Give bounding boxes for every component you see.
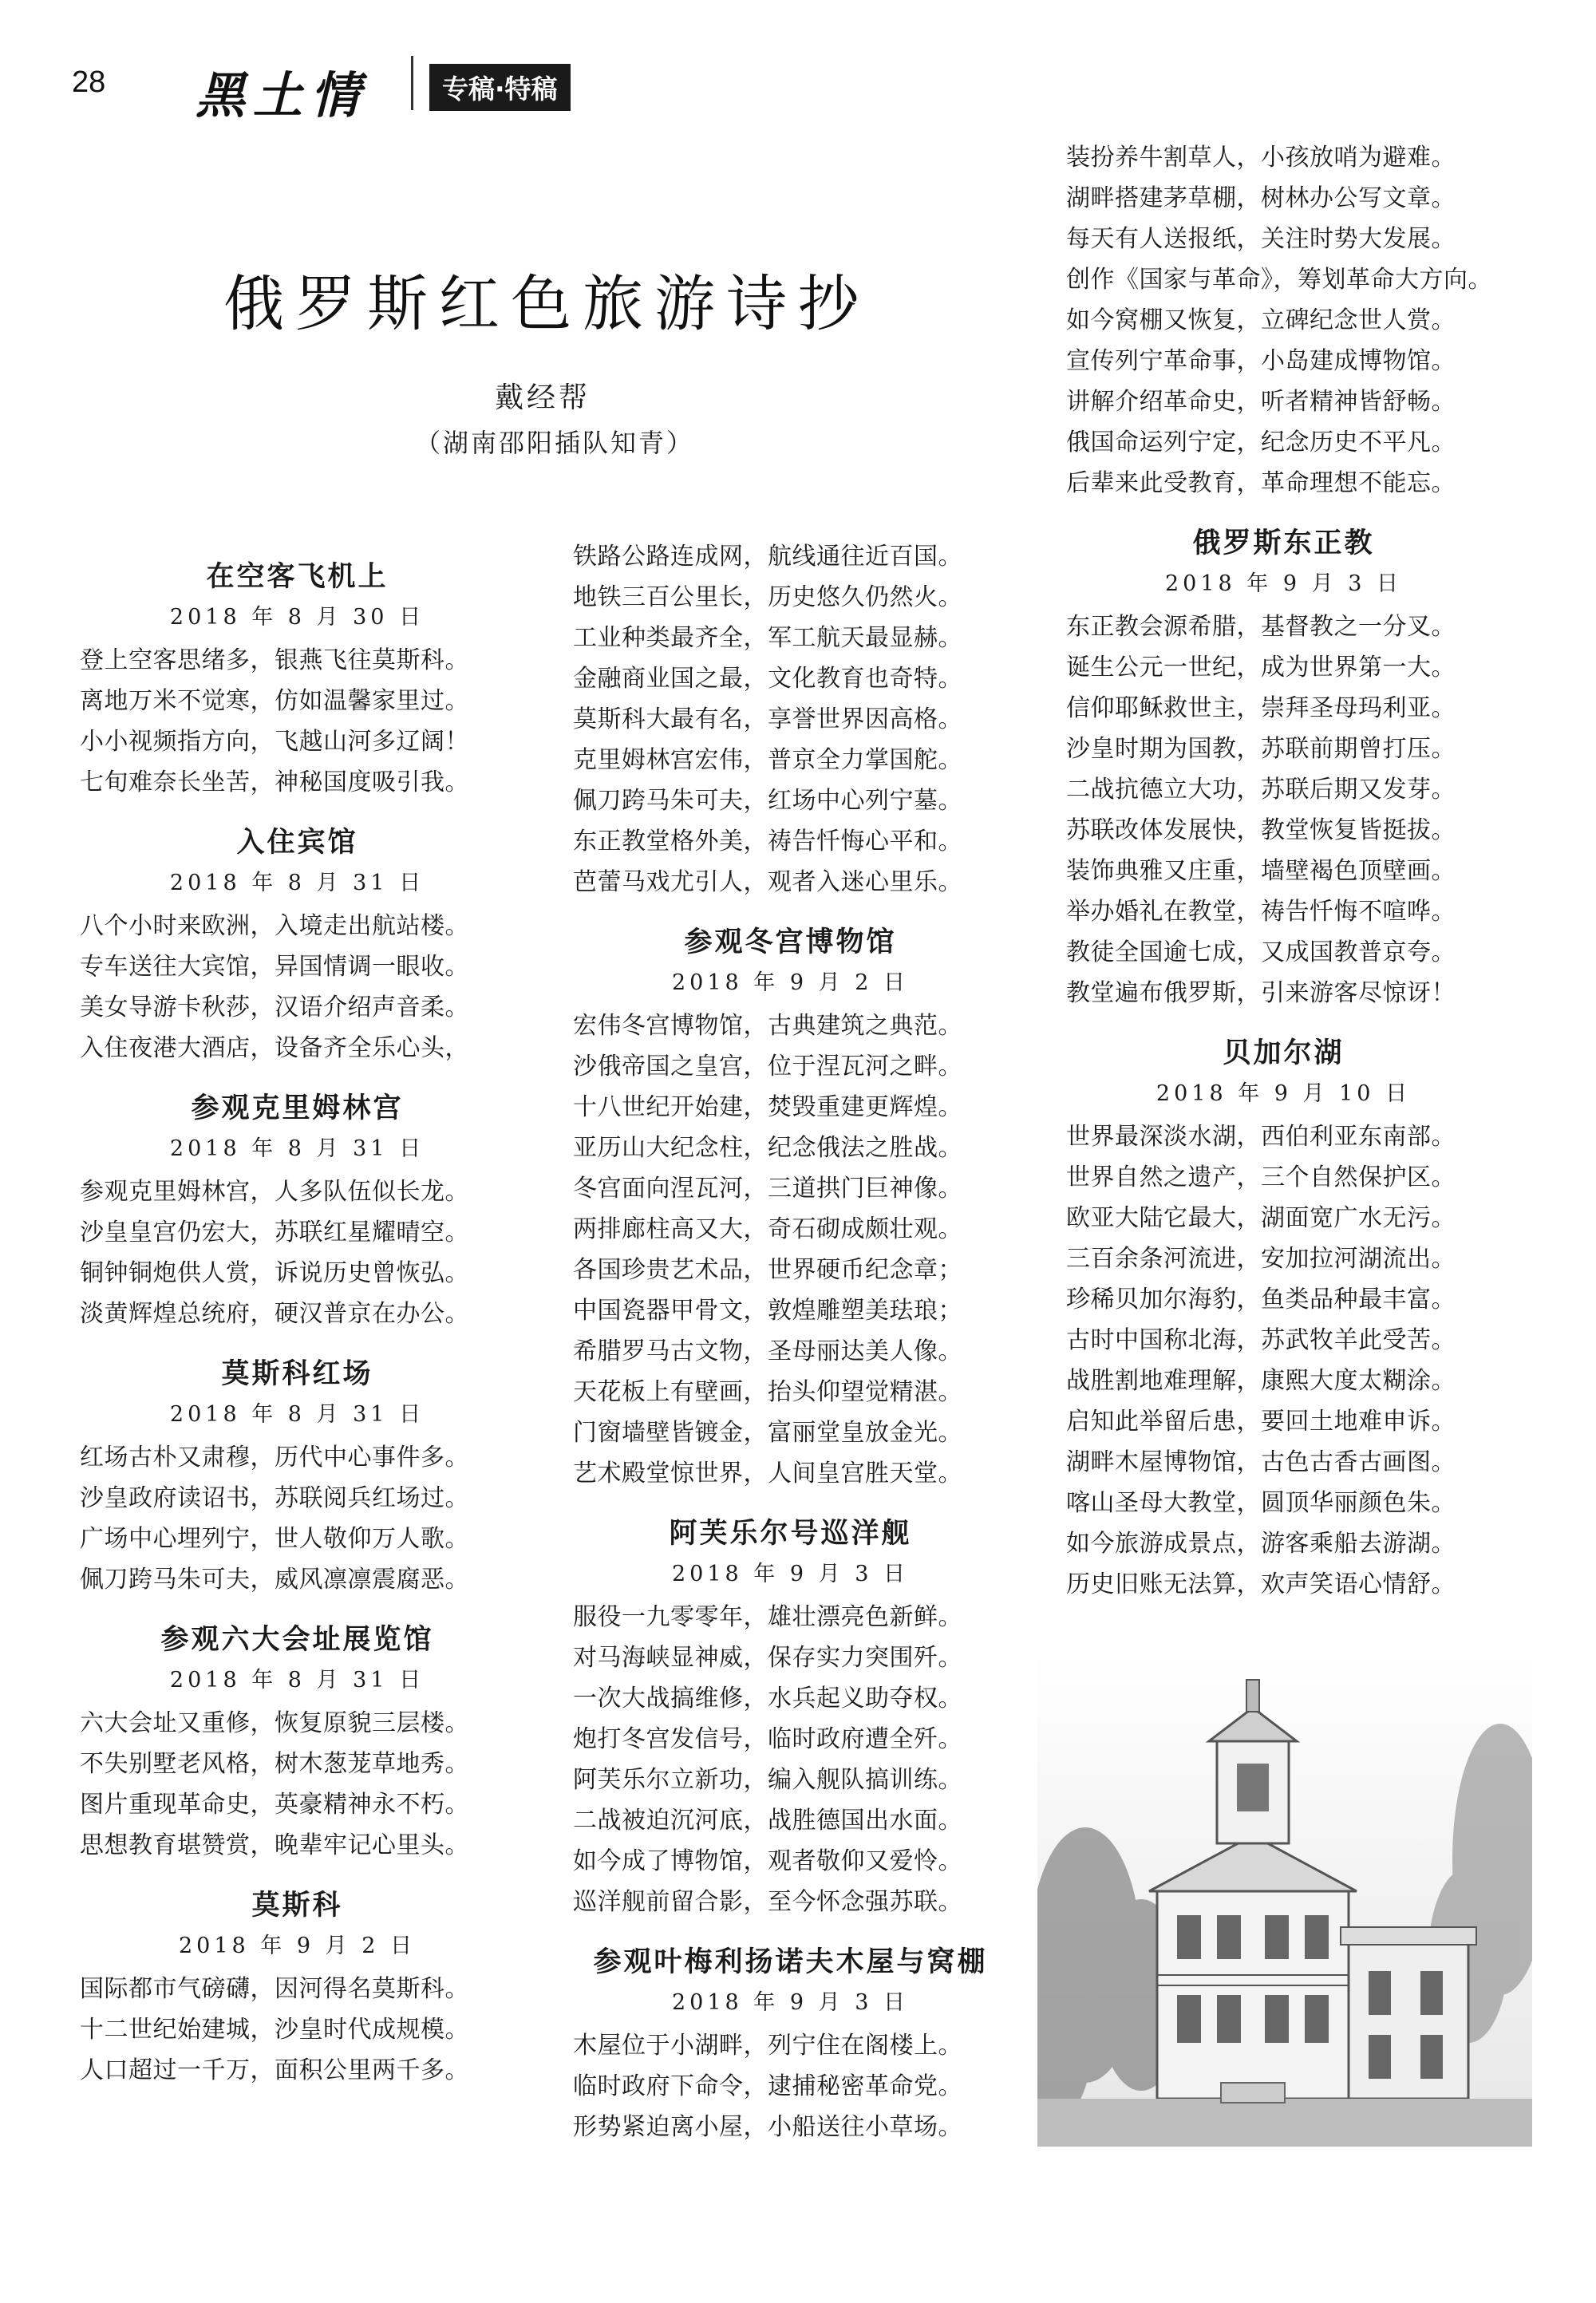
poem-line: 装饰典雅又庄重，墙壁褐色顶壁画。 [1066, 857, 1456, 885]
poem-line: 诞生公元一世纪，成为世界第一大。 [1066, 654, 1456, 681]
poem-line: 教堂遍布俄罗斯，引来游客尽惊讶！ [1066, 979, 1456, 1007]
poem [80, 1883, 515, 2091]
poem-line: 世界最深淡水湖，西伯利亚东南部。 [1066, 1123, 1456, 1151]
poem-line: 历史旧账无法算，欢声笑语心情舒。 [1066, 1570, 1456, 1598]
poem-line: 地铁三百公里长，历史悠久仍然火。 [573, 583, 962, 611]
poem-line: 苏联改体发展快，教堂恢复皆挺拔。 [1066, 816, 1456, 844]
poem-date: 2018 年 9 月 3 日 [1165, 571, 1402, 596]
poem-date: 2018 年 8 月 31 日 [169, 1402, 425, 1427]
poem-line: 世界自然之遗产，三个自然保护区。 [1066, 1163, 1456, 1191]
right-continuation [1066, 137, 1501, 504]
poem-line: 巡洋舰前留合影，至今怀念强苏联。 [573, 1888, 962, 1916]
poem-line: 国际都市气磅礴，因河得名莫斯科。 [80, 1975, 469, 2003]
poem-line: 天花板上有壁画，抬头仰望觉精湛。 [573, 1378, 962, 1406]
poem-line: 铁路公路连成网，航线通往近百国。 [573, 543, 962, 571]
poem-date: 2018 年 8 月 31 日 [169, 1668, 425, 1693]
poem-title: 在空客飞机上 [206, 561, 389, 593]
poem-date: 2018 年 8 月 31 日 [169, 871, 425, 895]
poem-line: 欧亚大陆它最大，湖面宽广水无污。 [1066, 1204, 1456, 1232]
poem-line: 二战被迫沉河底，战胜德国出水面。 [573, 1807, 962, 1835]
poem-date: 2018 年 8 月 31 日 [169, 1136, 425, 1161]
poem-date: 2018 年 9 月 2 日 [179, 1934, 416, 1958]
poem [573, 1940, 1008, 2147]
article-title: 俄罗斯红色旅游诗抄 [223, 268, 870, 339]
poem-date: 2018 年 9 月 2 日 [672, 970, 909, 995]
poem-line: 讲解介绍革命史，听者精神皆舒畅。 [1066, 388, 1456, 416]
poem [573, 920, 1008, 1494]
building-photo [1037, 1652, 1532, 2147]
poem-line: 专车送往大宾馆，异国情调一眼收。 [80, 953, 469, 981]
poem-line: 每天有人送报纸，关注时势大发展。 [1066, 225, 1456, 253]
poem-line: 十八世纪开始建，焚毁重建更辉煌。 [573, 1093, 962, 1121]
poem-line: 对马海峡显神威，保存实力突围歼。 [573, 1644, 962, 1672]
right-poems [1066, 521, 1501, 1605]
poem-line: 门窗墙壁皆镀金，富丽堂皇放金光。 [573, 1419, 962, 1447]
article-author: 戴经帮 [495, 381, 591, 414]
poem-line: 珍稀贝加尔海豹，鱼类品种最丰富。 [1066, 1286, 1456, 1313]
poem-line: 各国珍贵艺术品，世界硬币纪念章； [573, 1256, 962, 1284]
poem [80, 1618, 515, 1866]
poem-line: 冬宫面向涅瓦河，三道拱门巨神像。 [573, 1175, 962, 1203]
section-badge: 专稿·特稿 [429, 64, 571, 111]
poem-line: 克里姆林宫宏伟，普京全力掌国舵。 [573, 746, 962, 774]
poem-line: 湖畔搭建茅草棚，树林办公写文章。 [1066, 184, 1456, 212]
poem-line: 芭蕾马戏尤引人，观者入迷心里乐。 [573, 868, 962, 896]
poem-line: 莫斯科大最有名，享誉世界因高格。 [573, 705, 962, 733]
poem-title: 参观克里姆林宫 [191, 1092, 404, 1124]
poem-line: 形势紧迫离小屋，小船送往小草场。 [573, 2113, 962, 2141]
poem-line: 临时政府下命令，逮捕秘密革命党。 [573, 2072, 962, 2100]
poem-line: 图片重现革命史，英豪精神永不朽。 [80, 1791, 469, 1819]
poem-line: 如今窝棚又恢复，立碑纪念世人赏。 [1066, 306, 1456, 334]
poem-line: 铜钟铜炮供人赏，诉说历史曾恢弘。 [80, 1259, 469, 1287]
poem-title: 参观叶梅利扬诺夫木屋与窝棚 [593, 1946, 988, 1978]
poem [80, 820, 515, 1069]
poem-line: 宣传列宁革命事，小岛建成博物馆。 [1066, 347, 1456, 375]
left-column [80, 555, 515, 2108]
poem-line: 十二世纪始建城，沙皇时代成规模。 [80, 2016, 469, 2044]
poem-line: 喀山圣母大教堂，圆顶华丽颜色朱。 [1066, 1489, 1456, 1517]
poem-line: 一次大战搞维修，水兵起义助夺权。 [573, 1685, 962, 1712]
poem-title: 阿芙乐尔号巡洋舰 [669, 1518, 912, 1550]
right-column [1066, 137, 1501, 1622]
poem-title: 参观冬宫博物馆 [684, 926, 897, 958]
poem-line: 艺术殿堂惊世界，人间皇宫胜天堂。 [573, 1460, 962, 1487]
poem-line: 东正教堂格外美，祷告忏悔心平和。 [573, 828, 962, 855]
poem-line: 入住夜港大酒店，设备齐全乐心头， [80, 1034, 469, 1062]
poem-line: 两排廊柱高又大，奇石砌成颇壮观。 [573, 1215, 962, 1243]
poem-line: 启知此举留后患，要回土地难申诉。 [1066, 1408, 1456, 1436]
poem-date: 2018 年 9 月 3 日 [672, 1990, 909, 2015]
poem-line: 炮打冬宫发信号，临时政府遭全歼。 [573, 1725, 962, 1753]
poem-line: 佩刀跨马朱可夫，威风凛凛震腐恶。 [80, 1566, 469, 1594]
poem-line: 不失别墅老风格，树木葱茏草地秀。 [80, 1750, 469, 1778]
poem-line: 希腊罗马古文物，圣母丽达美人像。 [573, 1337, 962, 1365]
poem [80, 1086, 515, 1334]
poem-line: 六大会址又重修，恢复原貌三层楼。 [80, 1709, 469, 1737]
poem-line: 美女导游卡秋莎，汉语介绍声音柔。 [80, 993, 469, 1021]
poem-title: 莫斯科红场 [221, 1358, 373, 1390]
middle-column [573, 536, 1008, 2165]
poem-line: 二战抗德立大功，苏联后期又发芽。 [1066, 776, 1456, 804]
poem-line: 人口超过一千万，面积公里两千多。 [80, 2056, 469, 2084]
middle-continuation [573, 536, 1008, 903]
author-affiliation: （湖南邵阳插队知青） [415, 428, 695, 458]
poem [80, 555, 515, 803]
magazine-logo: 黑土情 [196, 66, 369, 124]
poem-title: 参观六大会址展览馆 [160, 1624, 434, 1656]
poem-line: 古时中国称北海，苏武牧羊此受苦。 [1066, 1326, 1456, 1354]
poem-title: 入住宾馆 [236, 827, 358, 859]
poem-line: 离地万米不觉寒，仿如温馨家里过。 [80, 687, 469, 715]
poem-date: 2018 年 9 月 10 日 [1156, 1081, 1412, 1106]
header-divider [411, 56, 413, 110]
poem-title: 莫斯科 [251, 1890, 343, 1922]
poem-line: 宏伟冬宫博物馆，古典建筑之典范。 [573, 1012, 962, 1040]
poem-line: 如今成了博物馆，观者敬仰又爱怜。 [573, 1847, 962, 1875]
poem-title: 贝加尔湖 [1223, 1037, 1345, 1069]
poem-line: 阿芙乐尔立新功，编入舰队搞训练。 [573, 1766, 962, 1794]
poem-line: 举办婚礼在教堂，祷告忏悔不喧哗。 [1066, 898, 1456, 926]
poem-line: 木屋位于小湖畔，列宁住在阁楼上。 [573, 2032, 962, 2060]
middle-poems [573, 920, 1008, 2147]
poem-line: 思想教育堪赞赏，晚辈牢记心里头。 [80, 1831, 469, 1859]
poem-line: 如今旅游成景点，游客乘船去游湖。 [1066, 1530, 1456, 1558]
poem-line: 小小视频指方向，飞越山河多辽阔！ [80, 728, 469, 756]
poem [1066, 1031, 1501, 1605]
poem-line: 后辈来此受教育，革命理想不能忘。 [1066, 469, 1456, 497]
poem-line: 沙皇时期为国教，苏联前期曾打压。 [1066, 735, 1456, 763]
page-number: 28 [72, 65, 106, 99]
poem-line: 东正教会源希腊，基督教之一分叉。 [1066, 613, 1456, 641]
poem-line: 信仰耶稣救世主，崇拜圣母玛利亚。 [1066, 694, 1456, 722]
poem-line: 战胜割地难理解，康熙大度太糊涂。 [1066, 1367, 1456, 1395]
poem-date: 2018 年 9 月 3 日 [672, 1562, 909, 1586]
poem [80, 1352, 515, 1600]
poem [1066, 521, 1501, 1013]
poem-line: 淡黄辉煌总统府，硬汉普京在办公。 [80, 1300, 469, 1328]
poem-line: 红场古朴又肃穆，历代中心事件多。 [80, 1444, 469, 1471]
poem-title: 俄罗斯东正教 [1192, 527, 1375, 559]
poem-line: 三百余条河流进，安加拉河湖流出。 [1066, 1245, 1456, 1273]
poem [573, 1511, 1008, 1922]
poem-line: 七旬难奈长坐苦，神秘国度吸引我。 [80, 768, 469, 796]
poem-date: 2018 年 8 月 30 日 [169, 605, 425, 630]
poem-line: 亚历山大纪念柱，纪念俄法之胜战。 [573, 1134, 962, 1162]
poem-line: 沙俄帝国之皇宫，位于涅瓦河之畔。 [573, 1053, 962, 1080]
poem-line: 广场中心埋列宁，世人敬仰万人歌。 [80, 1525, 469, 1553]
poem-line: 湖畔木屋博物馆，古色古香古画图。 [1066, 1448, 1456, 1476]
poem-line: 创作《国家与革命》，筹划革命大方向。 [1066, 266, 1492, 294]
poem-line: 登上空客思绪多，银燕飞往莫斯科。 [80, 646, 469, 674]
poem-line: 中国瓷器甲骨文，敦煌雕塑美珐琅； [573, 1297, 962, 1325]
poem-line: 沙皇政府读诏书，苏联阅兵红场过。 [80, 1484, 469, 1512]
poem-line: 八个小时来欧洲，入境走出航站楼。 [80, 912, 469, 940]
poem-line: 俄国命运列宁定，纪念历史不平凡。 [1066, 429, 1456, 456]
poem-line: 服役一九零零年，雄壮漂亮色新鲜。 [573, 1603, 962, 1631]
poem-line: 装扮养牛割草人，小孩放哨为避难。 [1066, 144, 1456, 172]
poem-line: 教徒全国逾七成，又成国教普京夸。 [1066, 938, 1456, 966]
poem-line: 沙皇皇宫仍宏大，苏联红星耀晴空。 [80, 1219, 469, 1246]
poem-line: 佩刀跨马朱可夫，红场中心列宁墓。 [573, 787, 962, 815]
poem-line: 金融商业国之最，文化教育也奇特。 [573, 665, 962, 693]
poem-line: 参观克里姆林宫，人多队伍似长龙。 [80, 1178, 469, 1206]
poem-line: 工业种类最齐全，军工航天最显赫。 [573, 624, 962, 652]
